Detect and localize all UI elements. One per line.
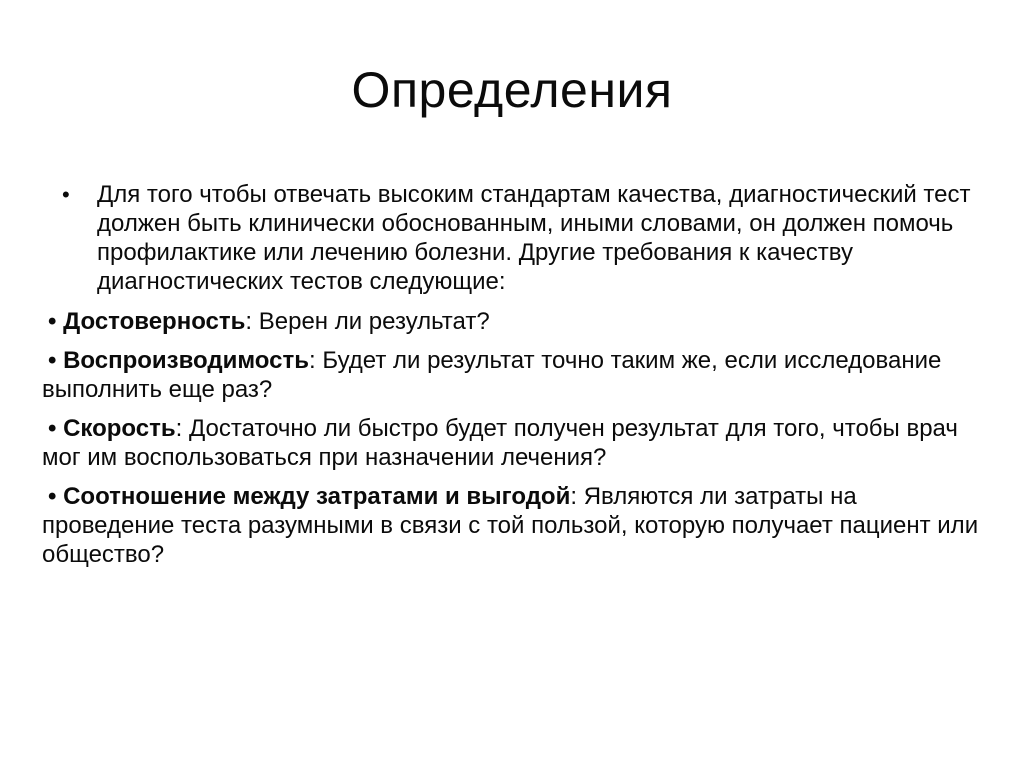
intro-paragraph — [42, 180, 984, 296]
definition-item — [42, 307, 984, 336]
colon-separator: : — [570, 483, 578, 510]
slide-body — [42, 180, 984, 569]
definition-item — [42, 346, 984, 404]
intro-text: Для того чтобы отвечать высоким стандартам качества, диагностический тест должен быть клинически обоснованным, иными словами, он должен помочь профилактике или лечению болезни. Другие требования к качеству диагностических тестов следующие: — [97, 181, 971, 295]
definition-term: Скорость — [63, 415, 176, 442]
definition-term: Достоверность — [63, 308, 246, 335]
colon-separator: : — [309, 347, 316, 374]
colon-separator: : — [175, 415, 183, 442]
definition-text: Являются ли затраты на проведение теста разумными в связи с той пользой, которую получает пациент или общество? — [42, 483, 979, 568]
definition-term: Воспроизводимость — [63, 347, 310, 374]
bullet-marker: • — [48, 483, 57, 510]
definition-term: Соотношение между затратами и выгодой — [63, 483, 571, 510]
definition-text: Верен ли результат? — [258, 308, 490, 335]
colon-separator: : — [245, 308, 253, 335]
definition-text: Достаточно ли быстро будет получен результат для того, чтобы врач мог им воспользоваться при назначении лечения? — [42, 415, 958, 471]
bullet-marker: • — [62, 182, 70, 207]
definition-item — [42, 482, 984, 569]
bullet-marker: • — [48, 415, 57, 442]
bullet-marker: • — [48, 308, 57, 335]
slide-title: Определения — [351, 62, 673, 118]
definition-item — [42, 414, 984, 472]
bullet-marker: • — [48, 347, 57, 374]
definition-text: Будет ли результат точно таким же, если исследование выполнить еще раз? — [42, 347, 942, 403]
